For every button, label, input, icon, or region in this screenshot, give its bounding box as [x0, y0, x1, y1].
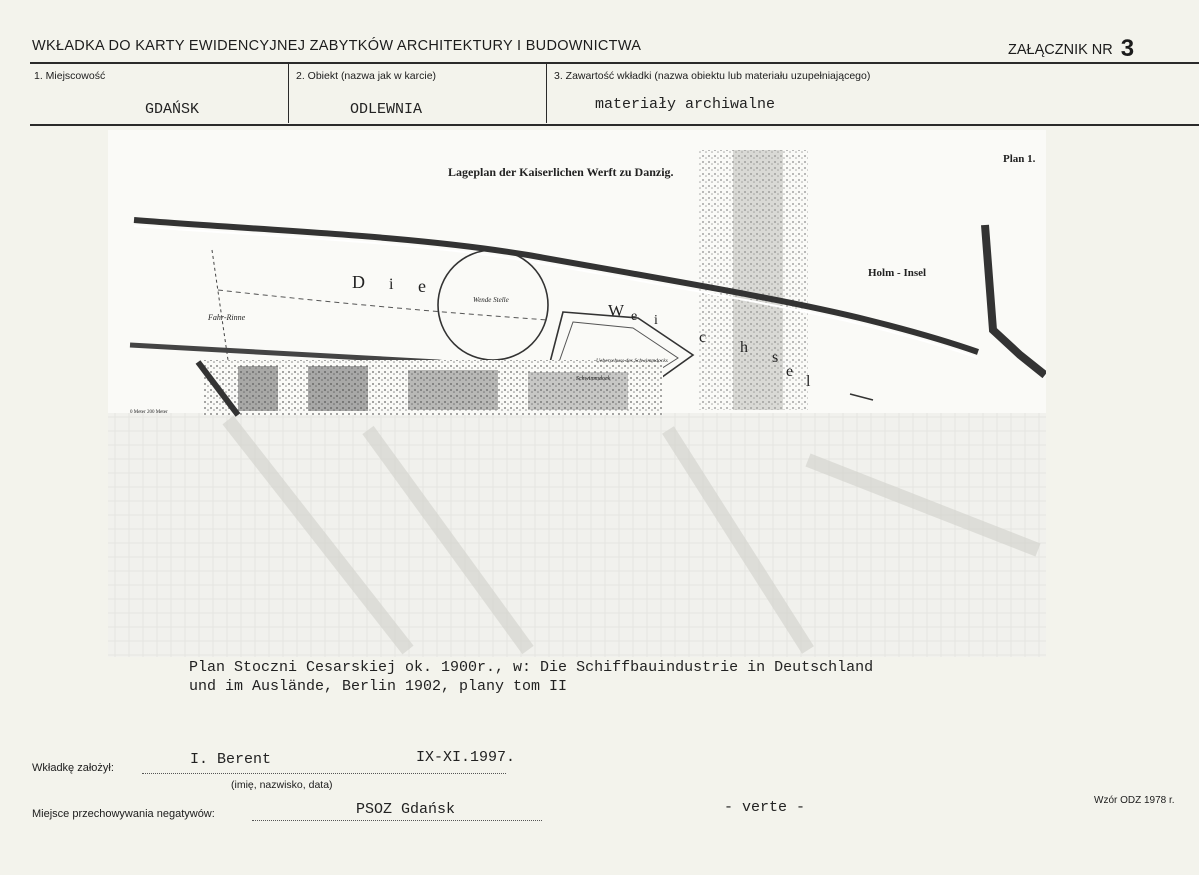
- wende-stelle-label: Wende Stelle: [473, 296, 509, 304]
- author-date: IX-XI.1997.: [416, 749, 516, 766]
- negatives-label: Miejsce przechowywania negatywów:: [32, 808, 215, 820]
- header-rule: [30, 62, 1199, 64]
- content-label: 3. Zawartość wkładki (nazwa obiektu lub materiału uzupełniającego): [554, 70, 871, 82]
- historic-map-image: [108, 130, 1046, 657]
- map-drawing: [108, 130, 1046, 657]
- holm-insel-label: Holm - Insel: [868, 267, 927, 279]
- river-letter-11: l: [806, 373, 811, 390]
- place-value: GDAŃSK: [145, 101, 200, 118]
- negatives-value: PSOZ Gdańsk: [356, 801, 456, 818]
- map-caption: [189, 658, 873, 696]
- field-divider-2: [546, 63, 547, 123]
- verte-label: - verte -: [724, 799, 806, 816]
- river-letter-2: i: [389, 276, 394, 293]
- river-letter-3: e: [418, 276, 426, 296]
- schwimmdock-label: Schwimmdock: [576, 376, 611, 382]
- form-number: Wzór ODZ 1978 r.: [1094, 795, 1175, 806]
- form-title: WKŁADKA DO KARTY EWIDENCYJNEJ ZABYTKÓW ARCHITEKTURY I BUDOWNICTWA: [32, 38, 642, 54]
- river-letter-9: s: [772, 349, 779, 366]
- fahrrinne-label: Fahr-Rinne: [208, 313, 246, 322]
- caption-line-1: Plan Stoczni Cesarskiej ok. 1900r., w: Die Schiffbauindustrie in Deutschland: [189, 659, 874, 676]
- river-letter-4: W: [608, 301, 625, 320]
- river-letter-7: c: [699, 329, 707, 346]
- author-hint: (imię, nazwisko, data): [231, 779, 333, 791]
- author-value: I. Berent: [190, 751, 272, 768]
- author-dotted-line: [142, 773, 506, 774]
- river-letter-10: e: [786, 363, 794, 380]
- annex-label: [1008, 35, 1134, 63]
- fields-rule: [30, 124, 1199, 126]
- object-label: 2. Obiekt (nazwa jak w karcie): [296, 70, 437, 82]
- schwimmdock-note-label: Ueberschuss des Schwimmdocks: [596, 358, 668, 364]
- caption-line-2: und im Auslände, Berlin 1902, plany tom II: [189, 678, 568, 695]
- scale-note: 0 Meter 200 Meter: [130, 410, 168, 415]
- river-letter-8: h: [740, 339, 748, 356]
- negatives-dotted-line: [252, 820, 542, 821]
- river-letter-1: D: [352, 272, 365, 292]
- field-divider-1: [288, 63, 289, 123]
- content-value: materiały archiwalne: [595, 96, 776, 113]
- author-label: Wkładkę założył:: [32, 762, 114, 774]
- object-value: ODLEWNIA: [350, 101, 423, 118]
- annex-label-text: ZAŁĄCZNIK NR: [1008, 42, 1113, 58]
- annex-number: 3: [1120, 35, 1135, 62]
- plan-label: Plan 1.: [1003, 153, 1036, 165]
- place-label: 1. Miejscowość: [34, 70, 106, 82]
- river-letter-6: i: [654, 313, 658, 328]
- river-letter-5: e: [631, 309, 638, 324]
- map-title: Lageplan der Kaiserlichen Werft zu Danzig.: [448, 165, 674, 179]
